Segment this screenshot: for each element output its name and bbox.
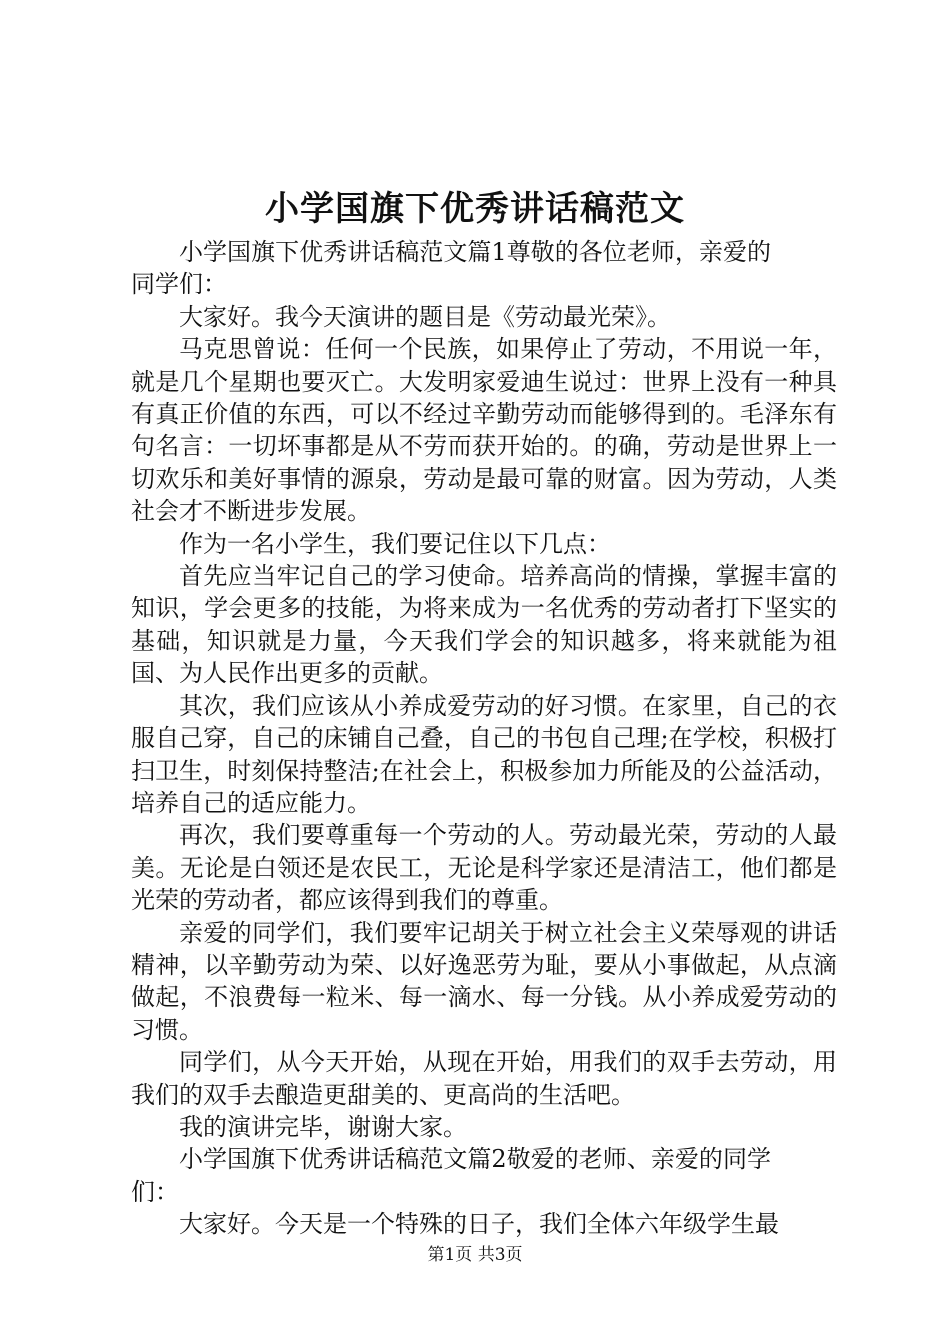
paragraph: 大家好。我今天演讲的题目是《劳动最光荣》。	[179, 302, 671, 331]
document-body	[131, 236, 837, 1241]
paragraph: 再次，我们要尊重每一个劳动的人。劳动最光荣，劳动的人最美。无论是白领还是农民工，无论是科学家还是清洁工，他们都是光荣的劳动者，都应该得到我们的尊重。	[131, 821, 837, 915]
page-number: 第1页 共3页	[427, 1245, 523, 1265]
document-title: 小学国旗下优秀讲话稿范文	[265, 189, 685, 229]
paragraph: 作为一名小学生，我们要记住以下几点：	[179, 529, 611, 558]
paragraph: 首先应当牢记自己的学习使命。培养高尚的情操，掌握丰富的知识，学会更多的技能，为将来成为一名优秀的劳动者打下坚实的基础，知识就是力量，今天我们学会的知识越多，将来就能为祖国、为人民作出更多的贡献。	[131, 562, 837, 688]
paragraph: 大家好。今天是一个特殊的日子，我们全体六年级学生最	[179, 1210, 779, 1239]
paragraph: 小学国旗下优秀讲话稿范文篇2敬爱的老师、亲爱的同学们：	[131, 1145, 771, 1206]
paragraph: 同学们，从今天开始，从现在开始，用我们的双手去劳动，用我们的双手去酿造更甜美的、更高尚的生活吧。	[131, 1048, 837, 1109]
paragraph: 马克思曾说：任何一个民族，如果停止了劳动，不用说一年，就是几个星期也要灭亡。大发明家爱迪生说过：世界上没有一种具有真正价值的东西，可以不经过辛勤劳动而能够得到的。毛泽东有句名言：一切坏事都是从不劳而获开始的。的确，劳动是世界上一切欢乐和美好事情的源泉，劳动是最可靠的财富。因为劳动，人类社会才不断进步发展。	[131, 335, 837, 526]
paragraph: 亲爱的同学们，我们要牢记胡关于树立社会主义荣辱观的讲话精神，以辛勤劳动为荣、以好逸恶劳为耻，要从小事做起，从点滴做起，不浪费每一粒米、每一滴水、每一分钱。从小养成爱劳动的习惯。	[131, 918, 837, 1044]
paragraph: 我的演讲完毕，谢谢大家。	[179, 1112, 467, 1141]
paragraph: 小学国旗下优秀讲话稿范文篇1尊敬的各位老师，亲爱的同学们：	[131, 238, 771, 299]
paragraph: 其次，我们应该从小养成爱劳动的好习惯。在家里，自己的衣服自己穿，自己的床铺自己叠，自己的书包自己理;在学校，积极打扫卫生，时刻保持整洁;在社会上，积极参加力所能及的公益活动，培养自己的适应能力。	[131, 691, 837, 817]
